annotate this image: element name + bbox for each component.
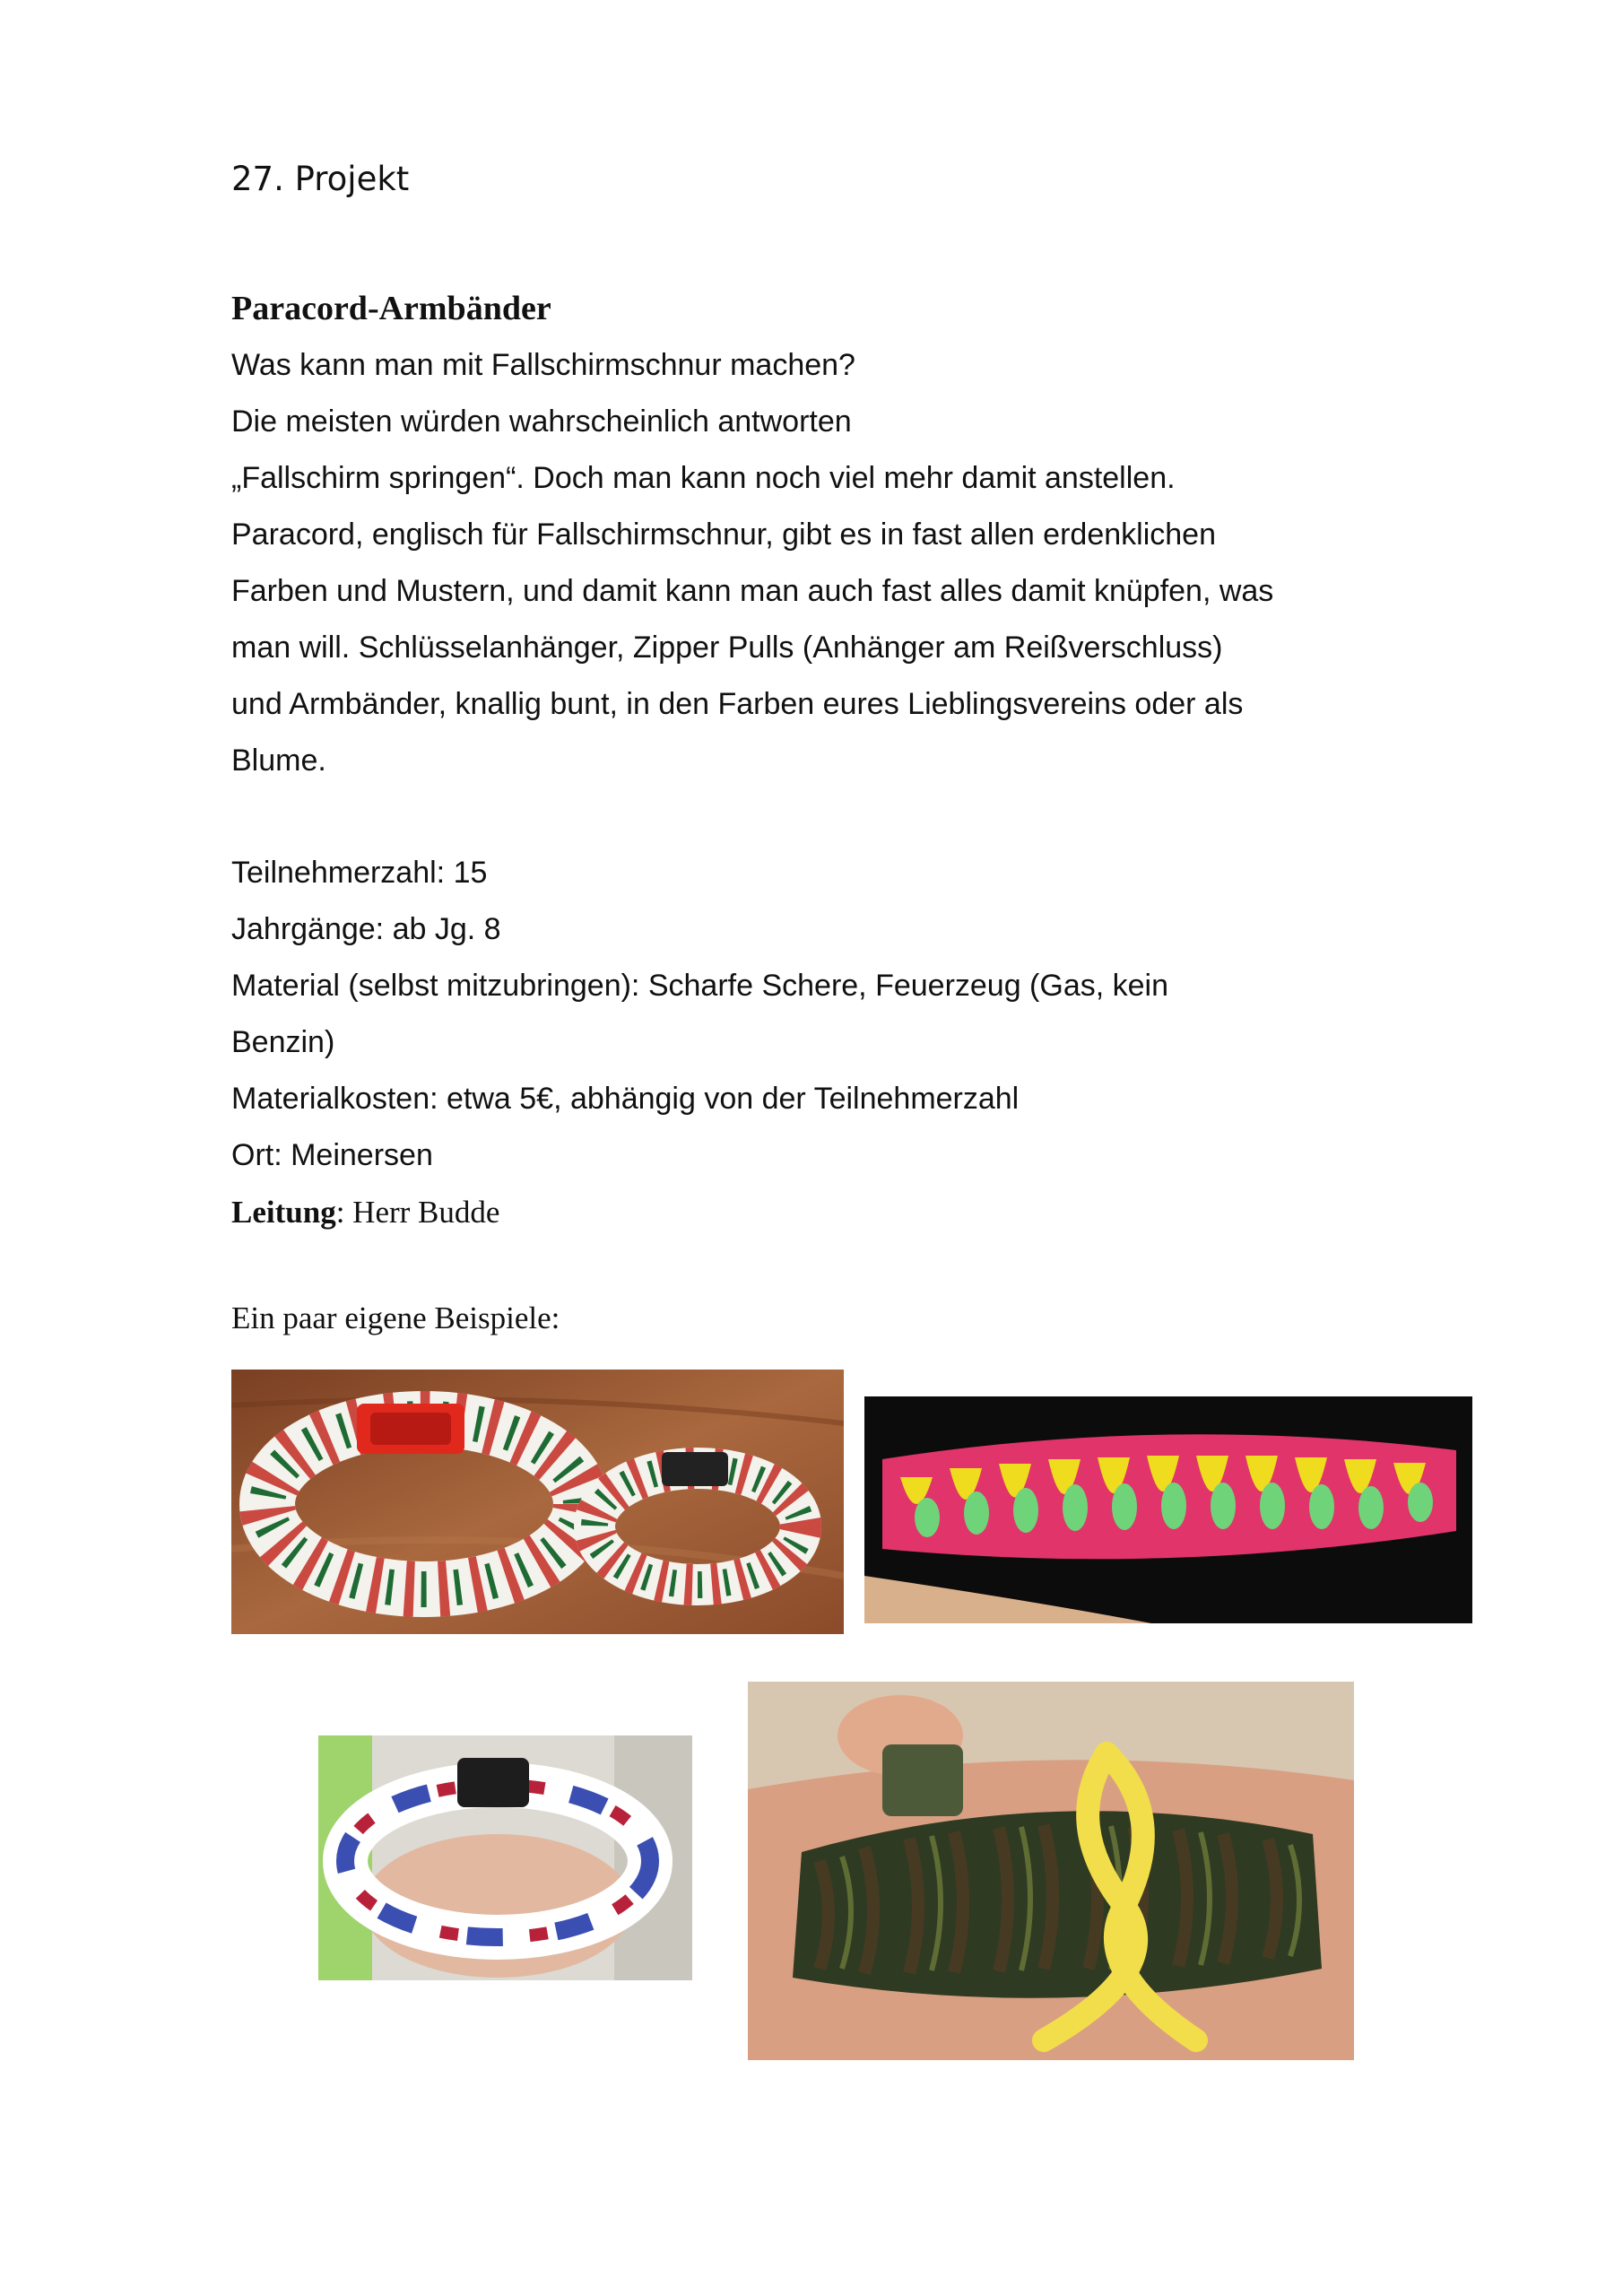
material-line: Material (selbst mitzubringen): Scharfe Schere, Feuerzeug (Gas, kein bbox=[231, 969, 1169, 1003]
grades-line: Jahrgänge: ab Jg. 8 bbox=[231, 912, 501, 946]
project-number: 27. Projekt bbox=[231, 160, 410, 198]
intro-line: Paracord, englisch für Fallschirmschnur, gibt es in fast allen erdenklichen bbox=[231, 517, 1216, 552]
material-costs-line: Materialkosten: etwa 5€, abhängig von der Teilnehmerzahl bbox=[231, 1082, 1020, 1116]
material-line-continued: Benzin) bbox=[231, 1025, 335, 1059]
intro-text bbox=[231, 337, 1433, 789]
participants-line: Teilnehmerzahl: 15 bbox=[231, 856, 488, 890]
location-line: Ort: Meinersen bbox=[231, 1138, 433, 1172]
photo-red-white-green-bracelets bbox=[231, 1370, 844, 1634]
intro-line: Die meisten würden wahrscheinlich antworten bbox=[231, 404, 852, 439]
intro-line: Blume. bbox=[231, 744, 326, 778]
intro-line: Farben und Mustern, und damit kann man auch fast alles damit knüpfen, was bbox=[231, 574, 1274, 608]
photo-white-blue-red-bracelet bbox=[318, 1735, 692, 1980]
lead-value: : Herr Budde bbox=[335, 1195, 500, 1230]
project-title: Paracord-Armbänder bbox=[231, 290, 551, 327]
project-facts bbox=[231, 845, 1168, 1240]
intro-line: Was kann man mit Fallschirmschnur machen? bbox=[231, 348, 855, 382]
examples-heading: Ein paar eigene Beispiele: bbox=[231, 1300, 560, 1335]
lead-line bbox=[231, 1184, 1168, 1240]
photo-pink-yellow-green-bracelet bbox=[864, 1396, 1472, 1623]
intro-line: und Armbänder, knallig bunt, in den Farben eures Lieblingsvereins oder als bbox=[231, 687, 1244, 721]
lead-label: Leitung bbox=[231, 1195, 336, 1230]
intro-line: man will. Schlüsselanhänger, Zipper Pulls (Anhänger am Reißverschluss) bbox=[231, 631, 1223, 665]
intro-line: „Fallschirm springen“. Doch man kann noch viel mehr damit anstellen. bbox=[231, 461, 1176, 495]
photo-camo-bracelet-yellow-ribbon bbox=[748, 1682, 1354, 2060]
